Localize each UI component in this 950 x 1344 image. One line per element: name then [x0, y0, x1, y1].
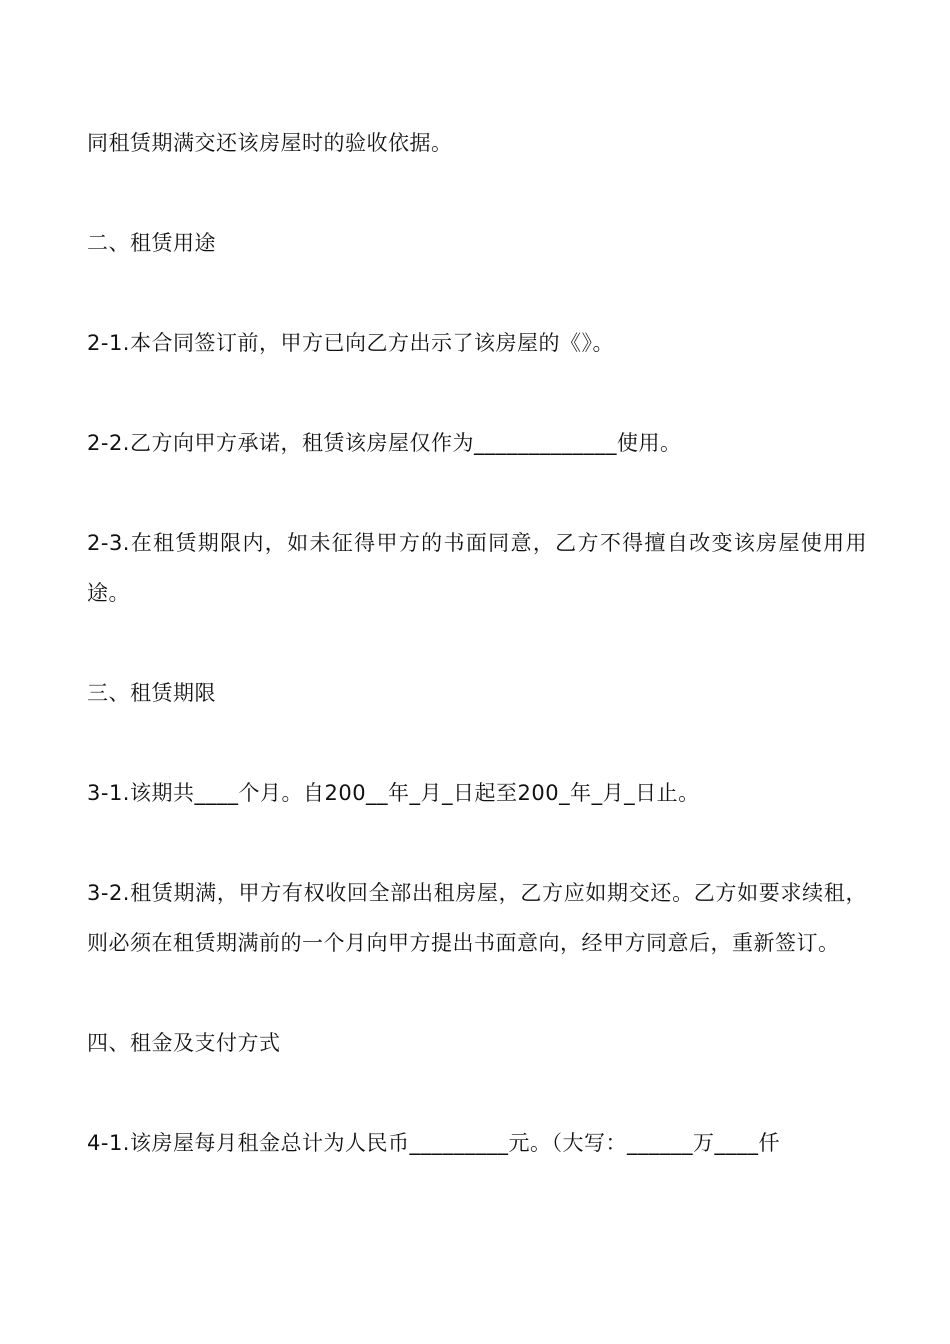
- clause-3-1: 3-1.该期共____个月。自200__年_月_日起至200_年_月_日止。: [87, 781, 700, 805]
- section-heading-rent-payment: 四、租金及支付方式: [87, 1031, 281, 1055]
- document-body: [87, 118, 867, 1218]
- section-heading-lease-term: 三、租赁期限: [87, 681, 216, 705]
- clause-3-2: 3-2.租赁期满，甲方有权收回全部出租房屋，乙方应如期交还。乙方如要求续租，则必须在租赁期满前的一个月向甲方提出书面意向，经甲方同意后，重新签订。: [87, 881, 867, 955]
- clause-2-1: 2-1.本合同签订前，甲方已向乙方出示了该房屋的《》。: [87, 331, 614, 355]
- paragraph-lease-return-basis: 同租赁期满交还该房屋时的验收依据。: [87, 131, 453, 155]
- clause-2-2: 2-2.乙方向甲方承诺，租赁该房屋仅作为_____________使用。: [87, 431, 682, 455]
- section-heading-lease-purpose: 二、租赁用途: [87, 231, 216, 255]
- clause-4-1: 4-1.该房屋每月租金总计为人民币_________元。（大写：______万____仟: [87, 1131, 780, 1155]
- clause-2-3: 2-3.在租赁期限内，如未征得甲方的书面同意，乙方不得擅自改变该房屋使用用途。: [87, 531, 867, 605]
